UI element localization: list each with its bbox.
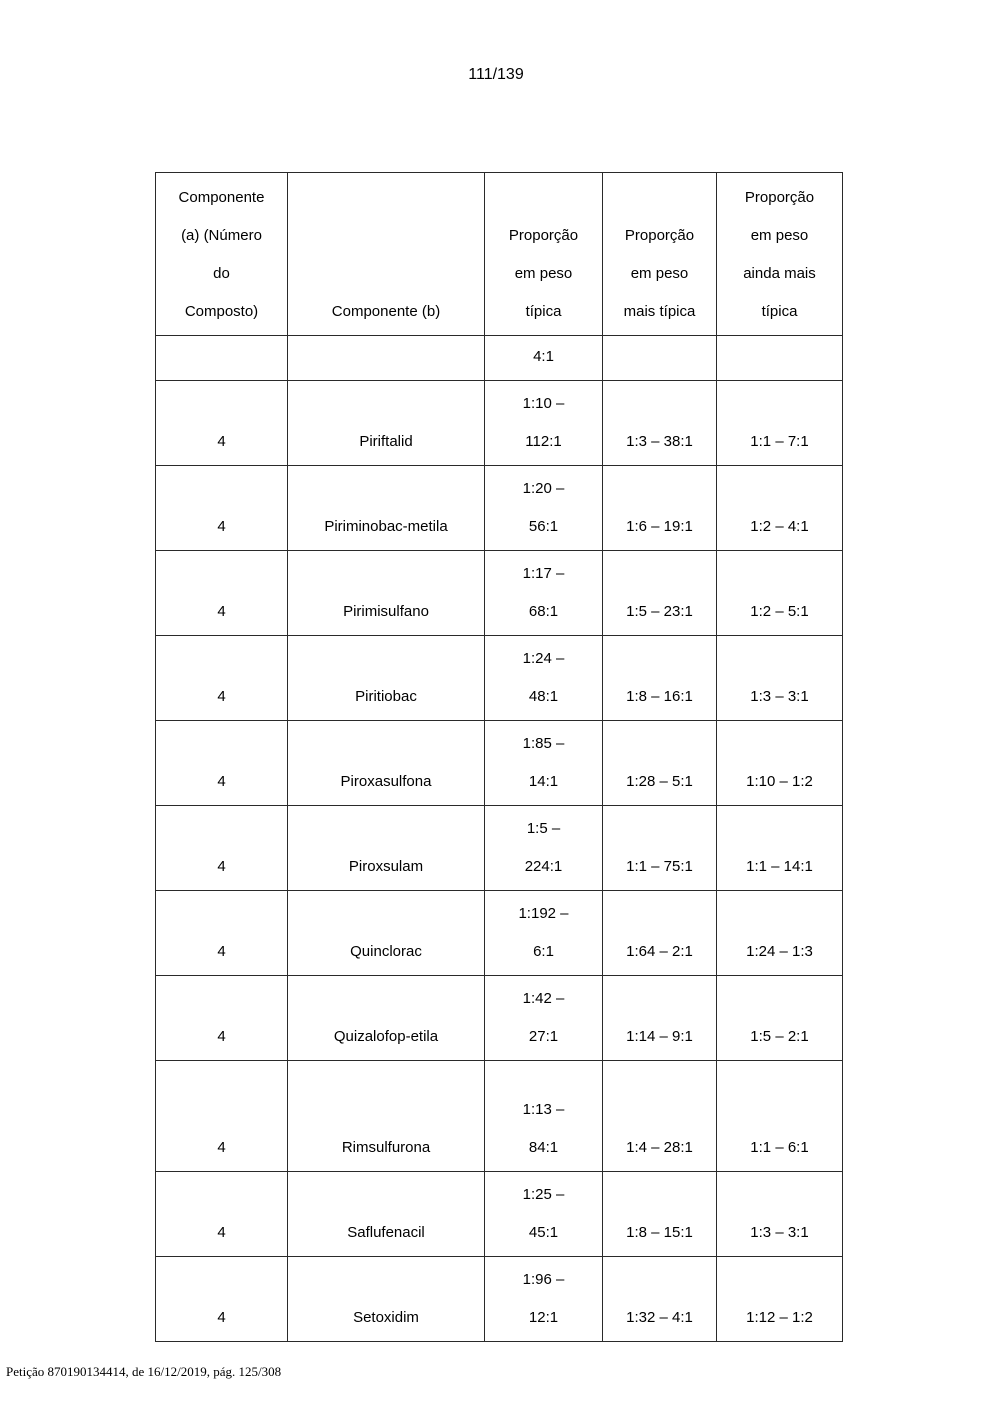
table-row (156, 976, 843, 1061)
table-cell: 1:1 – 75:1 (603, 806, 717, 891)
table-cell: 4:1 (485, 336, 603, 381)
table-cell: 4 (156, 1257, 288, 1342)
table-row (156, 1061, 843, 1172)
table-cell (603, 336, 717, 381)
table-cell: 1:25 – 45:1 (485, 1172, 603, 1257)
table-cell: 4 (156, 381, 288, 466)
table-cell: 1:5 – 2:1 (717, 976, 843, 1061)
table-cell (288, 336, 485, 381)
table-cell: 1:20 – 56:1 (485, 466, 603, 551)
table-cell: Piroxasulfona (288, 721, 485, 806)
table-cell: 1:1 – 6:1 (717, 1061, 843, 1172)
table-row (156, 721, 843, 806)
table-cell: 1:42 – 27:1 (485, 976, 603, 1061)
table-cell: 1:96 – 12:1 (485, 1257, 603, 1342)
table-cell: 1:3 – 3:1 (717, 1172, 843, 1257)
table-row (156, 336, 843, 381)
table-cell (156, 336, 288, 381)
table-cell: 4 (156, 806, 288, 891)
table-cell: 1:3 – 3:1 (717, 636, 843, 721)
table-cell: Quizalofop-etila (288, 976, 485, 1061)
table-cell: 1:32 – 4:1 (603, 1257, 717, 1342)
table-cell: 1:28 – 5:1 (603, 721, 717, 806)
table-cell: 1:6 – 19:1 (603, 466, 717, 551)
table-cell: 4 (156, 976, 288, 1061)
table-cell: Quinclorac (288, 891, 485, 976)
header-cell-componente-b: Componente (b) (288, 173, 485, 336)
header-cell-proporcao-mais-tipica: Proporção em peso mais típica (603, 173, 717, 336)
table-cell: 1:14 – 9:1 (603, 976, 717, 1061)
table-cell: 4 (156, 891, 288, 976)
table-body (156, 336, 843, 1342)
table-cell: 1:1 – 14:1 (717, 806, 843, 891)
table-row (156, 636, 843, 721)
table-row (156, 806, 843, 891)
table-row (156, 1172, 843, 1257)
table-cell: 1:85 – 14:1 (485, 721, 603, 806)
table-cell: 1:1 – 7:1 (717, 381, 843, 466)
table-cell: Piriminobac-metila (288, 466, 485, 551)
table-cell: Setoxidim (288, 1257, 485, 1342)
table-cell: 1:4 – 28:1 (603, 1061, 717, 1172)
table-row (156, 551, 843, 636)
table-cell: 1:24 – 48:1 (485, 636, 603, 721)
table-row (156, 466, 843, 551)
table-cell: 4 (156, 1172, 288, 1257)
table-cell: 1:5 – 23:1 (603, 551, 717, 636)
table-cell: 1:8 – 15:1 (603, 1172, 717, 1257)
table-cell: Pirimisulfano (288, 551, 485, 636)
header-cell-proporcao-ainda-mais-tipica: Proporção em peso ainda mais típica (717, 173, 843, 336)
table-cell: 1:10 – 112:1 (485, 381, 603, 466)
table-cell: Saflufenacil (288, 1172, 485, 1257)
table-cell: 1:2 – 4:1 (717, 466, 843, 551)
header-cell-proporcao-tipica: Proporção em peso típica (485, 173, 603, 336)
table-cell: 1:17 – 68:1 (485, 551, 603, 636)
table-cell: 1:3 – 38:1 (603, 381, 717, 466)
table-cell: Piroxsulam (288, 806, 485, 891)
table-cell: Rimsulfurona (288, 1061, 485, 1172)
header-row (156, 173, 843, 336)
table-cell: 1:8 – 16:1 (603, 636, 717, 721)
table-cell: 1:13 – 84:1 (485, 1061, 603, 1172)
table-cell (717, 336, 843, 381)
petition-footer: Petição 870190134414, de 16/12/2019, pág. 125/308 (6, 1364, 282, 1379)
table-cell: 1:2 – 5:1 (717, 551, 843, 636)
table-row (156, 381, 843, 466)
table-cell: 4 (156, 1061, 288, 1172)
table-cell: 4 (156, 636, 288, 721)
table-cell: 1:5 – 224:1 (485, 806, 603, 891)
table-cell: 4 (156, 721, 288, 806)
table-cell: 1:10 – 1:2 (717, 721, 843, 806)
table-cell: Piriftalid (288, 381, 485, 466)
table-cell: Piritiobac (288, 636, 485, 721)
proportions-table (155, 172, 843, 1342)
table-cell: 1:64 – 2:1 (603, 891, 717, 976)
table-row (156, 891, 843, 976)
table-cell: 4 (156, 551, 288, 636)
table-cell: 4 (156, 466, 288, 551)
table-cell: 1:12 – 1:2 (717, 1257, 843, 1342)
header-cell-componente-a: Componente (a) (Número do Composto) (156, 173, 288, 336)
table-cell: 1:192 – 6:1 (485, 891, 603, 976)
table-cell: 1:24 – 1:3 (717, 891, 843, 976)
table-header (156, 173, 843, 336)
page-number: 111/139 (468, 66, 524, 83)
table-row (156, 1257, 843, 1342)
